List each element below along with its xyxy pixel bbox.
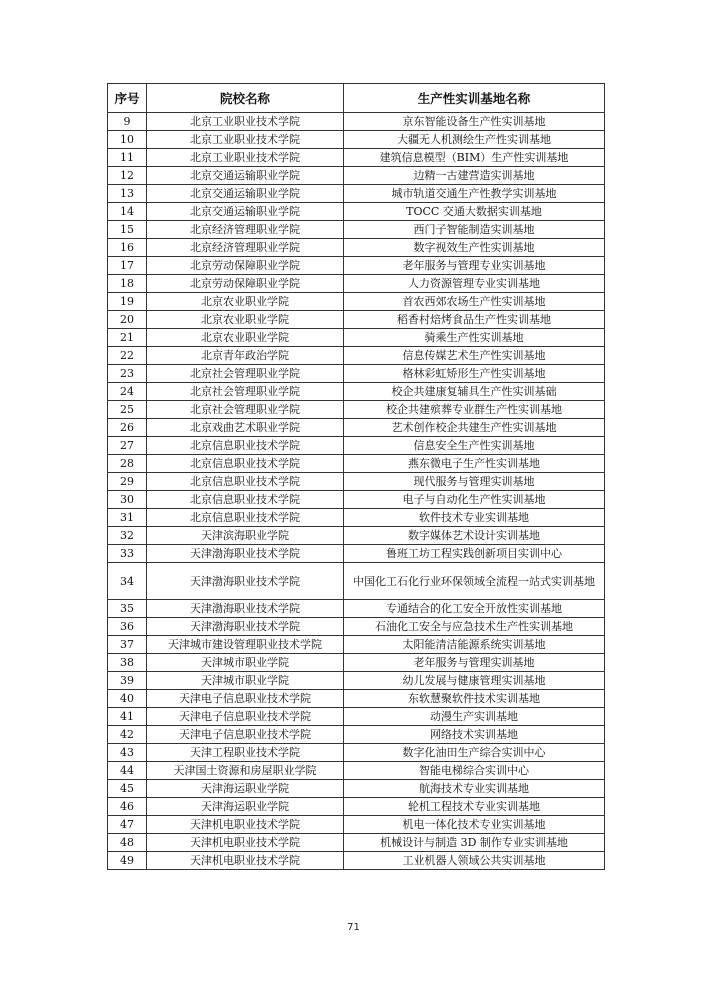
- cell-school: 北京社会管理职业学院: [147, 365, 344, 383]
- table-row: [108, 401, 605, 419]
- cell-seq: 19: [108, 293, 147, 311]
- table-row: [108, 618, 605, 636]
- cell-seq: 33: [108, 545, 147, 563]
- cell-school: 天津国土资源和房屋职业学院: [147, 762, 344, 780]
- cell-school: 天津机电职业技术学院: [147, 852, 344, 870]
- cell-school: 天津渤海职业技术学院: [147, 545, 344, 563]
- cell-base: 人力资源管理专业实训基地: [344, 275, 605, 293]
- cell-school: 北京信息职业技术学院: [147, 473, 344, 491]
- page-number: 71: [347, 922, 360, 933]
- cell-base: 轮机工程技术专业实训基地: [344, 798, 605, 816]
- cell-school: 天津渤海职业技术学院: [147, 600, 344, 618]
- cell-seq: 16: [108, 239, 147, 257]
- training-base-table: [107, 83, 605, 870]
- cell-base: 航海技术专业实训基地: [344, 780, 605, 798]
- cell-base: 鲁班工坊工程实践创新项目实训中心: [344, 545, 605, 563]
- cell-school: 天津机电职业技术学院: [147, 834, 344, 852]
- cell-base: 老年服务与管理实训基地: [344, 654, 605, 672]
- cell-seq: 45: [108, 780, 147, 798]
- table-row: [108, 654, 605, 672]
- table-row: [108, 131, 605, 149]
- table-row: [108, 563, 605, 600]
- cell-seq: 9: [108, 113, 147, 131]
- table-row: [108, 726, 605, 744]
- cell-school: 天津滨海职业学院: [147, 527, 344, 545]
- table-row: [108, 455, 605, 473]
- table-row: [108, 149, 605, 167]
- cell-base: 东软慧聚软件技术实训基地: [344, 690, 605, 708]
- cell-school: 天津城市职业学院: [147, 672, 344, 690]
- table-row: [108, 600, 605, 618]
- cell-base: 机械设计与制造 3D 制作专业实训基地: [344, 834, 605, 852]
- cell-base: 机电一体化技术专业实训基地: [344, 816, 605, 834]
- cell-base: 城市轨道交通生产性教学实训基地: [344, 185, 605, 203]
- table-row: [108, 437, 605, 455]
- table-row: [108, 203, 605, 221]
- cell-seq: 39: [108, 672, 147, 690]
- table-row: [108, 239, 605, 257]
- cell-seq: 24: [108, 383, 147, 401]
- cell-base: 中国化工石化行业环保领域全流程一站式实训基地: [344, 563, 605, 600]
- table-row: [108, 419, 605, 437]
- cell-base: 太阳能清洁能源系统实训基地: [344, 636, 605, 654]
- cell-seq: 14: [108, 203, 147, 221]
- cell-seq: 31: [108, 509, 147, 527]
- table-row: [108, 473, 605, 491]
- table-row: [108, 275, 605, 293]
- cell-seq: 36: [108, 618, 147, 636]
- cell-seq: 12: [108, 167, 147, 185]
- table-row: [108, 257, 605, 275]
- cell-seq: 29: [108, 473, 147, 491]
- cell-seq: 48: [108, 834, 147, 852]
- cell-base: 骑乘生产性实训基地: [344, 329, 605, 347]
- cell-school: 北京信息职业技术学院: [147, 491, 344, 509]
- table-row: [108, 780, 605, 798]
- cell-seq: 10: [108, 131, 147, 149]
- cell-school: 北京经济管理职业学院: [147, 221, 344, 239]
- cell-school: 北京交通运输职业学院: [147, 203, 344, 221]
- cell-school: 北京劳动保障职业学院: [147, 275, 344, 293]
- table-row: [108, 509, 605, 527]
- cell-base: 数字视效生产性实训基地: [344, 239, 605, 257]
- cell-seq: 21: [108, 329, 147, 347]
- table-row: [108, 690, 605, 708]
- table-row: [108, 383, 605, 401]
- cell-school: 天津海运职业学院: [147, 798, 344, 816]
- cell-base: 软件技术专业实训基地: [344, 509, 605, 527]
- table-row: [108, 798, 605, 816]
- table-header-row: [108, 84, 605, 113]
- cell-school: 天津电子信息职业技术学院: [147, 708, 344, 726]
- cell-seq: 40: [108, 690, 147, 708]
- cell-seq: 22: [108, 347, 147, 365]
- table-row: [108, 672, 605, 690]
- table-row: [108, 636, 605, 654]
- cell-base: 数字化油田生产综合实训中心: [344, 744, 605, 762]
- cell-base: 信息传媒艺术生产性实训基地: [344, 347, 605, 365]
- cell-base: 专通结合的化工安全开放性实训基地: [344, 600, 605, 618]
- cell-base: 大疆无人机测绘生产性实训基地: [344, 131, 605, 149]
- cell-seq: 17: [108, 257, 147, 275]
- table-row: [108, 329, 605, 347]
- cell-seq: 41: [108, 708, 147, 726]
- table-body: [108, 113, 605, 870]
- table-row: [108, 527, 605, 545]
- cell-seq: 25: [108, 401, 147, 419]
- cell-school: 北京戏曲艺术职业学院: [147, 419, 344, 437]
- cell-seq: 28: [108, 455, 147, 473]
- cell-seq: 30: [108, 491, 147, 509]
- cell-school: 北京交通运输职业学院: [147, 167, 344, 185]
- cell-school: 北京社会管理职业学院: [147, 383, 344, 401]
- cell-base: 现代服务与管理实训基地: [344, 473, 605, 491]
- cell-base: 动漫生产实训基地: [344, 708, 605, 726]
- cell-school: 天津渤海职业技术学院: [147, 618, 344, 636]
- cell-base: 数字媒体艺术设计实训基地: [344, 527, 605, 545]
- cell-seq: 18: [108, 275, 147, 293]
- cell-seq: 37: [108, 636, 147, 654]
- table-row: [108, 293, 605, 311]
- table-row: [108, 167, 605, 185]
- cell-school: 天津城市建设管理职业技术学院: [147, 636, 344, 654]
- table-row: [108, 834, 605, 852]
- header-seq: 序号: [108, 84, 147, 113]
- cell-school: 天津工程职业技术学院: [147, 744, 344, 762]
- cell-base: 燕东微电子生产性实训基地: [344, 455, 605, 473]
- cell-school: 北京信息职业技术学院: [147, 455, 344, 473]
- cell-school: 北京劳动保障职业学院: [147, 257, 344, 275]
- cell-school: 北京工业职业技术学院: [147, 113, 344, 131]
- table-row: [108, 185, 605, 203]
- table-row: [108, 708, 605, 726]
- cell-school: 天津机电职业技术学院: [147, 816, 344, 834]
- cell-seq: 43: [108, 744, 147, 762]
- header-school: 院校名称: [147, 84, 344, 113]
- cell-base: 边精一古建营造实训基地: [344, 167, 605, 185]
- table-row: [108, 365, 605, 383]
- cell-base: 校企共建殡葬专业群生产性实训基地: [344, 401, 605, 419]
- cell-seq: 44: [108, 762, 147, 780]
- cell-school: 北京经济管理职业学院: [147, 239, 344, 257]
- cell-base: 老年服务与管理专业实训基地: [344, 257, 605, 275]
- cell-base: 格林彩虹矫形生产性实训基地: [344, 365, 605, 383]
- cell-base: 智能电梯综合实训中心: [344, 762, 605, 780]
- cell-seq: 26: [108, 419, 147, 437]
- table-row: [108, 347, 605, 365]
- cell-school: 北京社会管理职业学院: [147, 401, 344, 419]
- header-base: 生产性实训基地名称: [344, 84, 605, 113]
- cell-seq: 20: [108, 311, 147, 329]
- table-row: [108, 744, 605, 762]
- cell-school: 北京青年政治学院: [147, 347, 344, 365]
- cell-school: 北京工业职业技术学院: [147, 131, 344, 149]
- cell-school: 北京工业职业技术学院: [147, 149, 344, 167]
- cell-base: 艺术创作校企共建生产性实训基地: [344, 419, 605, 437]
- cell-seq: 35: [108, 600, 147, 618]
- cell-seq: 34: [108, 563, 147, 600]
- cell-seq: 23: [108, 365, 147, 383]
- cell-school: 北京信息职业技术学院: [147, 509, 344, 527]
- cell-base: 石油化工安全与应急技术生产性实训基地: [344, 618, 605, 636]
- table-row: [108, 852, 605, 870]
- cell-seq: 49: [108, 852, 147, 870]
- table-row: [108, 311, 605, 329]
- cell-school: 天津渤海职业技术学院: [147, 563, 344, 600]
- cell-seq: 15: [108, 221, 147, 239]
- cell-school: 北京农业职业学院: [147, 329, 344, 347]
- cell-base: 电子与自动化生产性实训基地: [344, 491, 605, 509]
- cell-base: 信息安全生产性实训基地: [344, 437, 605, 455]
- table-row: [108, 816, 605, 834]
- cell-school: 天津城市职业学院: [147, 654, 344, 672]
- cell-school: 天津电子信息职业技术学院: [147, 690, 344, 708]
- cell-school: 北京农业职业学院: [147, 311, 344, 329]
- table-row: [108, 113, 605, 131]
- cell-base: 网络技术实训基地: [344, 726, 605, 744]
- cell-seq: 11: [108, 149, 147, 167]
- cell-base: 建筑信息模型（BIM）生产性实训基地: [344, 149, 605, 167]
- cell-school: 北京农业职业学院: [147, 293, 344, 311]
- cell-school: 天津电子信息职业技术学院: [147, 726, 344, 744]
- cell-base: 稻香村焙烤食品生产性实训基地: [344, 311, 605, 329]
- cell-seq: 42: [108, 726, 147, 744]
- cell-school: 北京交通运输职业学院: [147, 185, 344, 203]
- table-row: [108, 221, 605, 239]
- cell-base: 幼儿发展与健康管理实训基地: [344, 672, 605, 690]
- cell-base: 工业机器人领域公共实训基地: [344, 852, 605, 870]
- cell-base: 西门子智能制造实训基地: [344, 221, 605, 239]
- cell-seq: 46: [108, 798, 147, 816]
- cell-seq: 38: [108, 654, 147, 672]
- cell-base: TOCC 交通大数据实训基地: [344, 203, 605, 221]
- cell-school: 天津海运职业学院: [147, 780, 344, 798]
- cell-seq: 32: [108, 527, 147, 545]
- table-row: [108, 762, 605, 780]
- cell-base: 首农西郊农场生产性实训基地: [344, 293, 605, 311]
- table-row: [108, 491, 605, 509]
- cell-seq: 27: [108, 437, 147, 455]
- cell-seq: 47: [108, 816, 147, 834]
- cell-base: 京东智能设备生产性实训基地: [344, 113, 605, 131]
- cell-school: 北京信息职业技术学院: [147, 437, 344, 455]
- cell-base: 校企共建康复辅具生产性实训基础: [344, 383, 605, 401]
- cell-seq: 13: [108, 185, 147, 203]
- table-row: [108, 545, 605, 563]
